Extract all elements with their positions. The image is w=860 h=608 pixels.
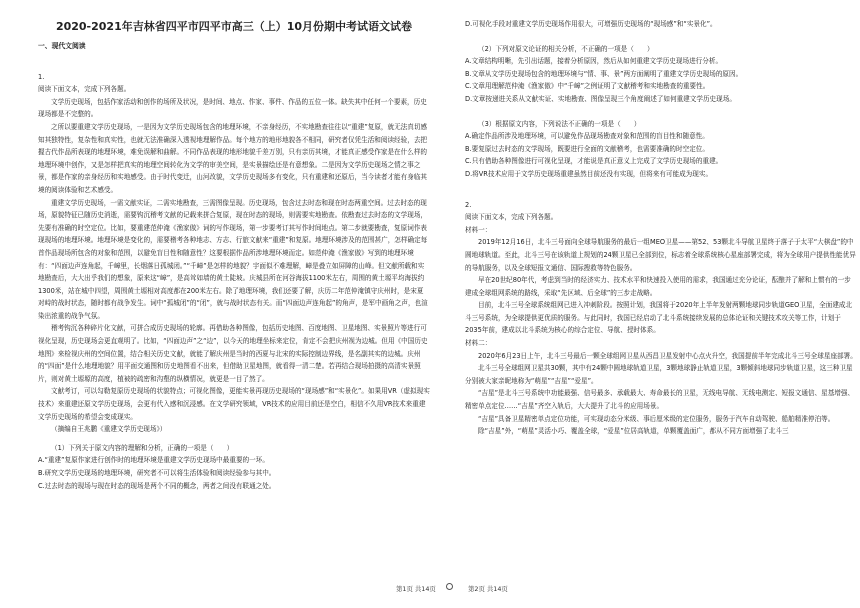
answer-option: B.文章从文学历史现场包含的地理环境与“情、事、景”两方面阐明了重建文学历史现场的原因。 [465, 69, 743, 78]
answer-option: D.可视化手段对重建文学历史现场作用很大，可增强历史现场的“现场感”和“实景化”。 [465, 20, 717, 28]
passage-paragraph: 稽考钩沉各种碎片化文献，可拼合成历史现场的轮廓。再借助各种图像，包括历史地图、百度地图、卫星地图、实景照片等进行可视化呈现，历史现场会更直观明了。比如，“四面边声”之“边”，以今天的地理坐标来定位，肯定不会把庆州视为边城。但用《中国历史地图》来检视庆州的空间位置，结合相关历史文献，就能了解庆州是当时的西夏与北宋的实际控制边界线，是名副其实的边城。庆州的“四面”是什么地理地貌？用平面交通图和历史地图看不出来，但借助卫星地图，就看得一清二楚。若再结合现场拍摄的高清实景照片，则对黄土塬塬的高度，植被的疏密和沟壑的纵横情况，就更是一目了然了。 [38, 324, 428, 383]
answer-option: D.将VR技术应用于文学历史现场重建虽然目前还没有实现，但将来有可能成为现实。 [465, 169, 713, 178]
answer-option: C.过去时态的现场与现在时态的现场是两个不同的概念，两者之间没有联通之处。 [38, 481, 276, 490]
answer-option: A.“重建”复原作家进行创作时的地理环境是重建文学历史现场中最重要的一环。 [38, 456, 269, 465]
question-number: 2. [465, 200, 472, 209]
material-paragraph: “吉星”具备卫星精密单点定位功能，可实现动态分米级、事后厘米级的定位服务，服务于汽车自动驾驶、船舶精准停泊等。 [478, 414, 835, 423]
question-number: 1. [38, 72, 45, 81]
page-number-right: 第2页 共14页 [468, 585, 508, 593]
section-heading: 一、现代文阅读 [38, 42, 86, 50]
right-column [465, 18, 857, 438]
material-paragraph: 北斗三号全球组网卫星共30颗，其中有24颗中圆地球轨道卫星，3颗地球静止轨道卫星，3颗倾斜地球同步轨道卫星，这三种卫星分别被大家亲昵地称为“萌星”“吉星”“爱星”。 [465, 364, 853, 385]
material-paragraph: 除“吉星”外，“萌星”灵活小巧、覆盖全球，“爱星”位居高轨道，单颗覆盖面广，都从不同方面增强了北斗三 [478, 427, 789, 436]
page-number-left: 第1页 共14页 [396, 585, 436, 593]
passage [38, 96, 430, 436]
answer-option: B.要复原过去时态的文学现场，既要进行全面的文献稽考，也需要准确的时空定位。 [465, 144, 709, 153]
material-paragraph: 早在20世纪80年代，考虑到当时的经济实力、技术水平和快速投入使用的需求，我国通过充分论证，酝酿并了解和上惯有的一步建成全球组网系统的路线，采取“先区域、后全球”的三步走战略。 [465, 276, 851, 297]
question-stem: （1）下列关于原文内容的理解和分析，正确的一项是（ ） [51, 443, 234, 452]
material-paragraph: “吉星”是北斗三号系统中功能最强、信号最多、承载最大、寿命最长的卫星，无线电导航、无线电测定、短报文通信、星基增强、精密单点定位……“吉星”齐空入轨后，大大提升了北斗的应用场景。 [465, 389, 855, 411]
passage-paragraph: 重建文学历史现场，一需文献实证，二需实地勘查，三需图像呈现。历史现场，包含过去时态和现在时态两重空间。过去时态的现场，原貌特征已随历史消逝，需要钩沉稽考文献的记载来拼合复原，现在时态的现场，则需要实地勘查。依勘查过去时态的文学现场，先要有准确的时空定位。比如，要重建范仲淹《渔家傲》词的写作现场，第一步要考订其写作时间地点。第二步就要勘查，复原词作表现现场的地理环境。地理环境是变化的，需要稽考各种地志、方志、行旅文献来“重建”和复原。地理环境涉及的范围甚广，怎样确定每首作品现场所包含的对象和范围，以避免盲目性和随意性？这要根据作品所涉地理环境而定。如范仲淹《渔家傲》写到的地理环境有：“四面边声连角起，千嶂里，长烟落日孤城闭。”“千嶂”是怎样的地貌？宇面似不难理解，嶂是叠立如屏障的山峰。但文献所载和实地勘查后，大大出乎我们的想象，原来这“嶂”，是高耸如墙的黄土陡坡。庆城县所在河谷海拔1100米左右，周围的黄土塬平均海拔约1300米，站在城中四望，周围黄土塬相对高度都在200米左右。除了地理环境，我们还要了解，庆历二年范仲淹镇守庆州时，是宋夏对峙的战时状态，随时都有战争发生。词中“孤城闭”的“闭”，就与战时状态有关。而“四面边声连角起”的角声，是军中画角之声，也渲染出浓重的战争气氛。 [38, 198, 428, 320]
material-label: 材料二： [465, 339, 492, 348]
material-paragraph: 2020年6月23日上午，北斗三号最后一颗全球组网卫星从西昌卫星发射中心点火升空，我国提前半年完成北斗三号全球星座部署。 [478, 351, 857, 360]
question-stem: （2）下列对原文论证的相关分析，不正确的一项是（ ） [478, 44, 654, 53]
instruction: 阅读下面文本，完成下列各题。 [465, 213, 558, 222]
instruction: 阅读下面文本，完成下列各题。 [38, 85, 131, 94]
source-note: （摘编自王兆鹏《重建文学历史现场》） [51, 425, 167, 434]
material-label: 材料一： [465, 225, 492, 234]
passage-paragraph: 文学历史现场，包括作家活动和创作的场所及状况，是时间、地点、作家、事件、作品的五位一体。缺失其中任何一个要素，历史现场都是不完整的。 [38, 97, 427, 119]
answer-option: C.只有借助各种图像进行可视化呈现，才能说是真正意义上完成了文学历史现场的重建。 [465, 157, 723, 166]
answer-option: A.确定作品所涉及地理环境，可以避免作品现场勘查对象和范围的盲目性和随意性。 [465, 132, 709, 141]
question-stem: （3）根据原文内容，下列说法不正确的一项是（ ） [478, 119, 641, 128]
passage-paragraph: 文献考订，可以勾勒复原历史现场的状貌特点；可视化图像，更能实景再现历史现场的“现场感”和“实景化”。如果用VR（虚拟现实技术）来重建还原文学历史现场，会更有代入感和沉浸感。在文学研究领域，VR技术的应用目前还是空白，相信不久用VR技术来重建文学历史现场的希望会变成现实。 [38, 387, 430, 421]
material-paragraph: 目前，北斗三号全球系统组网已进入冲刺阶段。按照计划，我国将于2020年上半年发射两颗地球同步轨道GEO卫星，全面建成北斗三号系统，为全球提供更优质的服务。与此同时，我国已经启动了北斗系统接续发展的总体论证和关键技术攻关等工作，计划于2035年前，建成以北斗系统为核心的综合定位、导航、授时体系。 [465, 301, 853, 335]
answer-option: C.文章用理解范仲淹《渔家傲》中“千嶂”之例证明了文献稽考和实地勘查的重要性。 [465, 82, 710, 91]
answer-option: D.文章按递进关系从文献实证、实地勘查、图像呈现三个角度阐述了如何重建文学历史现场。 [465, 94, 736, 103]
answer-option: B.研究文学历史现场的地理环境，研究者不可以将生活体验和阅读经验参与其中。 [38, 469, 276, 477]
fold-mark-icon [446, 583, 453, 590]
answer-option: A.文章结构明晰，先引出话题，接着分析原因，然后从如何重建文学历史现场进行分析。 [465, 57, 723, 66]
left-column [38, 40, 430, 492]
material-paragraph: 2019年12月16日，北斗三号面向全球导航服务的最后一组MEO卫星——第52、53颗北斗导航卫星终于落子于太平“大棋盘”的中圆地球轨道。至此，北斗三号在该轨道上规划的24颗卫星已全部到位，标志着全球系统核心星座部署完成，将为全球用户提供性能优异的导航服务，以及全球短报文通信、国际搜救等特色服务。 [465, 238, 856, 272]
passage-paragraph: 之所以要重建文学历史现场，一是因为文学历史现场包含的地理环境，不亲身经历，不实地勘查往往以“重建”复原，就无法真切感知其独特性，复杂性和真实性，也就无法准确深入透视地理解作品。每个地方的地形地貌各不相同，研究者仅凭生活和阅读经验，去把握古代作品所表现的地理环境，难免误解和曲解。不同作品表现的地形地貌千差万别，只有亲历其境，才能真正感受作家是在什么样的地理环境中创作，又是怎样把真实的地理空间转化为文学的审美空间，是实景描绘还是有意想象。二是因为文学历史现场之情之事之景，都是作家的亲身经历和实地感受。由于时代变迁，山河改貌，文学历史现场多有变化，只有重建和还原后，当今读者才能有身临其境的阅读体验和艺术感受。 [38, 122, 428, 194]
document-title: 2020-2021年吉林省四平市四平市高三（上）10月份期中考试语文试卷 [55, 20, 413, 33]
